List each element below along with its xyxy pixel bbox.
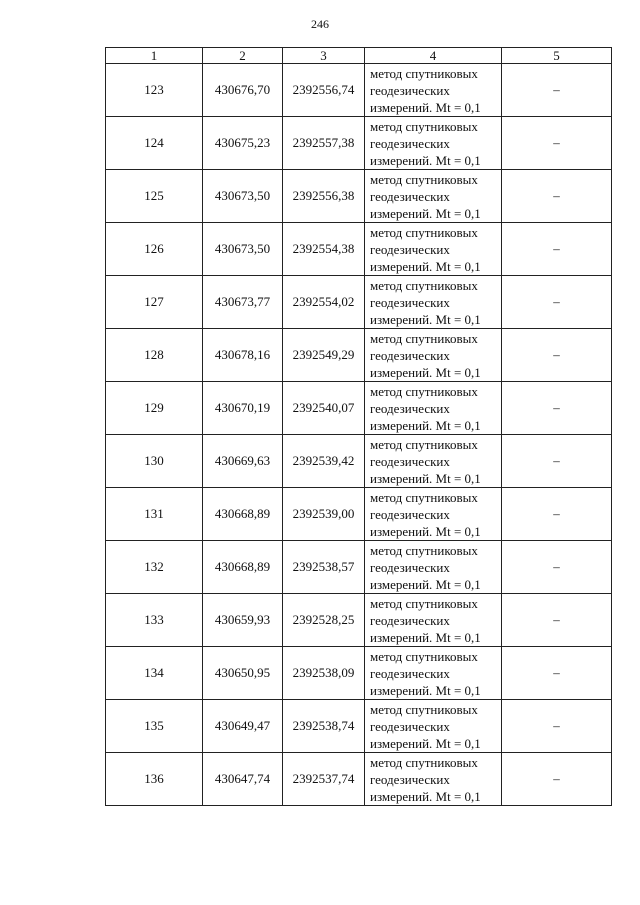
y-coordinate-cell: 2392554,02 [283,276,365,329]
method-line: метод спутниковых [370,330,478,346]
header-row [106,48,612,64]
method-line: измерений. Mt = 0,1 [370,470,481,486]
y-coordinate-cell: 2392528,25 [283,594,365,647]
method-cell [365,700,502,753]
note-cell: – [502,329,612,382]
note-cell: – [502,435,612,488]
method-cell [365,647,502,700]
table-row [106,647,612,700]
note-cell: – [502,594,612,647]
note-cell: – [502,64,612,117]
note-cell: – [502,223,612,276]
method-cell [365,541,502,594]
method-line: геодезических [370,135,450,151]
x-coordinate-cell: 430673,77 [203,276,283,329]
x-coordinate-cell: 430676,70 [203,64,283,117]
x-coordinate-cell: 430650,95 [203,647,283,700]
method-line: геодезических [370,400,450,416]
method-line: геодезических [370,612,450,628]
method-line: измерений. Mt = 0,1 [370,258,481,274]
coordinates-table [105,47,612,806]
y-coordinate-cell: 2392557,38 [283,117,365,170]
method-cell [365,753,502,806]
point-number-cell: 135 [106,700,203,753]
x-coordinate-cell: 430668,89 [203,488,283,541]
x-coordinate-cell: 430673,50 [203,223,283,276]
table-row [106,170,612,223]
table-row [106,117,612,170]
y-coordinate-cell: 2392540,07 [283,382,365,435]
method-line: измерений. Mt = 0,1 [370,629,481,645]
method-line: метод спутниковых [370,224,478,240]
note-cell: – [502,753,612,806]
note-cell: – [502,647,612,700]
x-coordinate-cell: 430670,19 [203,382,283,435]
method-line: геодезических [370,718,450,734]
method-line: геодезических [370,559,450,575]
method-line: метод спутниковых [370,118,478,134]
method-line: геодезических [370,294,450,310]
note-cell: – [502,488,612,541]
method-line: измерений. Mt = 0,1 [370,99,481,115]
method-line: измерений. Mt = 0,1 [370,152,481,168]
column-header-5: 5 [502,48,612,64]
method-line: геодезических [370,453,450,469]
method-line: измерений. Mt = 0,1 [370,205,481,221]
column-header-2: 2 [203,48,283,64]
method-line: метод спутниковых [370,277,478,293]
note-cell: – [502,700,612,753]
point-number-cell: 134 [106,647,203,700]
y-coordinate-cell: 2392539,00 [283,488,365,541]
y-coordinate-cell: 2392556,38 [283,170,365,223]
method-line: метод спутниковых [370,436,478,452]
method-line: метод спутниковых [370,383,478,399]
column-header-1: 1 [106,48,203,64]
note-cell: – [502,117,612,170]
column-header-4: 4 [365,48,502,64]
method-cell [365,223,502,276]
point-number-cell: 133 [106,594,203,647]
x-coordinate-cell: 430649,47 [203,700,283,753]
table-row [106,700,612,753]
method-line: измерений. Mt = 0,1 [370,576,481,592]
x-coordinate-cell: 430669,63 [203,435,283,488]
method-line: измерений. Mt = 0,1 [370,682,481,698]
method-line: геодезических [370,82,450,98]
method-line: метод спутниковых [370,65,478,81]
method-cell [365,488,502,541]
method-line: метод спутниковых [370,171,478,187]
method-line: измерений. Mt = 0,1 [370,417,481,433]
method-line: измерений. Mt = 0,1 [370,735,481,751]
method-cell [365,594,502,647]
x-coordinate-cell: 430659,93 [203,594,283,647]
note-cell: – [502,276,612,329]
point-number-cell: 123 [106,64,203,117]
method-line: геодезических [370,347,450,363]
method-cell [365,64,502,117]
y-coordinate-cell: 2392554,38 [283,223,365,276]
method-cell [365,435,502,488]
y-coordinate-cell: 2392538,74 [283,700,365,753]
y-coordinate-cell: 2392537,74 [283,753,365,806]
table-row [106,594,612,647]
point-number-cell: 126 [106,223,203,276]
table-row [106,753,612,806]
method-cell [365,117,502,170]
note-cell: – [502,170,612,223]
page-number: 246 [311,17,329,31]
method-line: метод спутниковых [370,542,478,558]
point-number-cell: 128 [106,329,203,382]
method-line: метод спутниковых [370,489,478,505]
method-line: геодезических [370,188,450,204]
table-row [106,541,612,594]
point-number-cell: 130 [106,435,203,488]
method-line: измерений. Mt = 0,1 [370,523,481,539]
note-cell: – [502,541,612,594]
y-coordinate-cell: 2392538,57 [283,541,365,594]
y-coordinate-cell: 2392538,09 [283,647,365,700]
table-row [106,223,612,276]
table-row [106,329,612,382]
y-coordinate-cell: 2392549,29 [283,329,365,382]
point-number-cell: 129 [106,382,203,435]
table-body [106,64,612,806]
point-number-cell: 132 [106,541,203,594]
table-row [106,488,612,541]
table-row [106,435,612,488]
method-line: измерений. Mt = 0,1 [370,311,481,327]
x-coordinate-cell: 430678,16 [203,329,283,382]
method-line: метод спутниковых [370,754,478,770]
point-number-cell: 127 [106,276,203,329]
method-line: метод спутниковых [370,595,478,611]
point-number-cell: 124 [106,117,203,170]
y-coordinate-cell: 2392539,42 [283,435,365,488]
table-row [106,276,612,329]
column-header-3: 3 [283,48,365,64]
table-row [106,382,612,435]
method-line: измерений. Mt = 0,1 [370,788,481,804]
x-coordinate-cell: 430647,74 [203,753,283,806]
method-line: метод спутниковых [370,648,478,664]
method-line: измерений. Mt = 0,1 [370,364,481,380]
point-number-cell: 136 [106,753,203,806]
x-coordinate-cell: 430673,50 [203,170,283,223]
method-line: метод спутниковых [370,701,478,717]
table-row [106,64,612,117]
x-coordinate-cell: 430668,89 [203,541,283,594]
method-cell [365,329,502,382]
method-line: геодезических [370,241,450,257]
method-cell [365,276,502,329]
point-number-cell: 131 [106,488,203,541]
note-cell: – [502,382,612,435]
method-line: геодезических [370,665,450,681]
x-coordinate-cell: 430675,23 [203,117,283,170]
method-cell [365,170,502,223]
y-coordinate-cell: 2392556,74 [283,64,365,117]
method-line: геодезических [370,771,450,787]
point-number-cell: 125 [106,170,203,223]
method-cell [365,382,502,435]
method-line: геодезических [370,506,450,522]
